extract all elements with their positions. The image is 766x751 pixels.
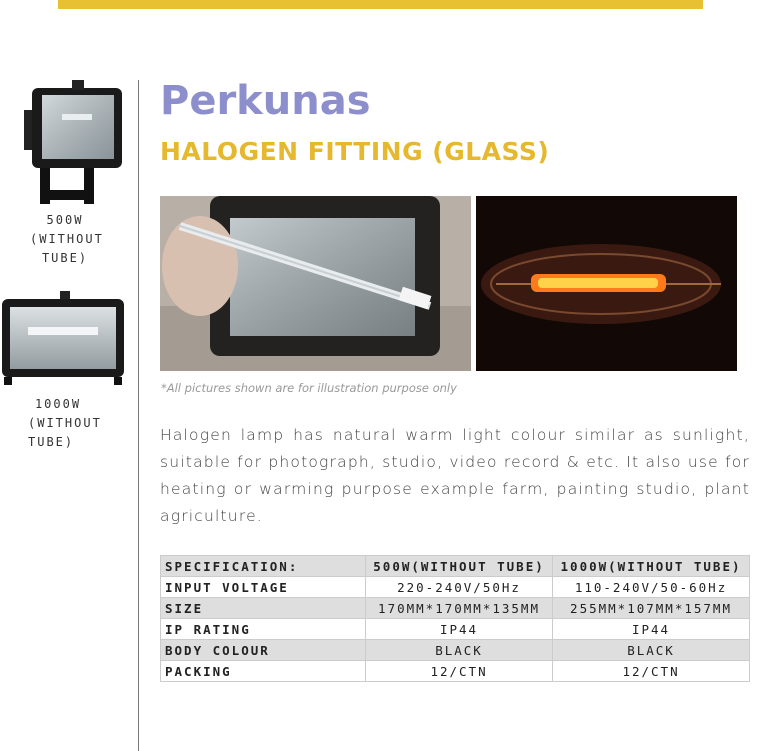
brand-logo: Perkunas: [160, 78, 371, 124]
illustration-note: *All pictures shown are for illustration purpose only: [161, 381, 457, 395]
caption-line: (WITHOUT: [30, 232, 104, 246]
table-cell: 220-240V/50Hz: [366, 577, 553, 598]
table-header-cell: 1000W(WITHOUT TUBE): [553, 556, 750, 577]
caption-1000w: [28, 395, 102, 452]
table-row: [161, 619, 750, 640]
product-image-1000w: [0, 291, 126, 386]
table-cell: 12/CTN: [553, 661, 750, 682]
table-cell: IP RATING: [161, 619, 366, 640]
specification-table: [160, 555, 750, 682]
table-row: [161, 598, 750, 619]
table-cell: 12/CTN: [366, 661, 553, 682]
product-image-500w: [14, 80, 124, 205]
product-description: Halogen lamp has natural warm light colour similar as sunlight, suitable for photograph, studio, video record & etc. It also use for heating or warming purpose example farm, painting studio, plant agriculture.: [160, 426, 750, 525]
photo-glowing-lamp: [476, 196, 737, 375]
caption-line: 1000W: [34, 397, 82, 411]
table-cell: INPUT VOLTAGE: [161, 577, 366, 598]
page-title: HALOGEN FITTING (GLASS): [160, 137, 550, 166]
top-accent-bar: [58, 0, 703, 9]
table-header-cell: SPECIFICATION:: [161, 556, 366, 577]
caption-500w: [30, 211, 104, 268]
table-header-row: [161, 556, 750, 577]
column-divider: [138, 80, 139, 751]
table-cell: 170MM*170MM*135MM: [366, 598, 553, 619]
table-cell: SIZE: [161, 598, 366, 619]
table-row: [161, 661, 750, 682]
table-header-cell: 500W(WITHOUT TUBE): [366, 556, 553, 577]
table-cell: BLACK: [553, 640, 750, 661]
table-cell: BODY COLOUR: [161, 640, 366, 661]
photo-fitting-with-tube: [160, 196, 471, 375]
table-cell: 255MM*107MM*157MM: [553, 598, 750, 619]
table-cell: IP44: [553, 619, 750, 640]
caption-line: TUBE): [41, 251, 89, 265]
caption-line: (WITHOUT: [28, 416, 102, 430]
table-row: [161, 577, 750, 598]
table-row: [161, 640, 750, 661]
caption-line: 500W: [46, 213, 84, 227]
table-cell: BLACK: [366, 640, 553, 661]
caption-line: TUBE): [28, 435, 75, 449]
table-cell: PACKING: [161, 661, 366, 682]
table-cell: 110-240V/50-60Hz: [553, 577, 750, 598]
table-cell: IP44: [366, 619, 553, 640]
